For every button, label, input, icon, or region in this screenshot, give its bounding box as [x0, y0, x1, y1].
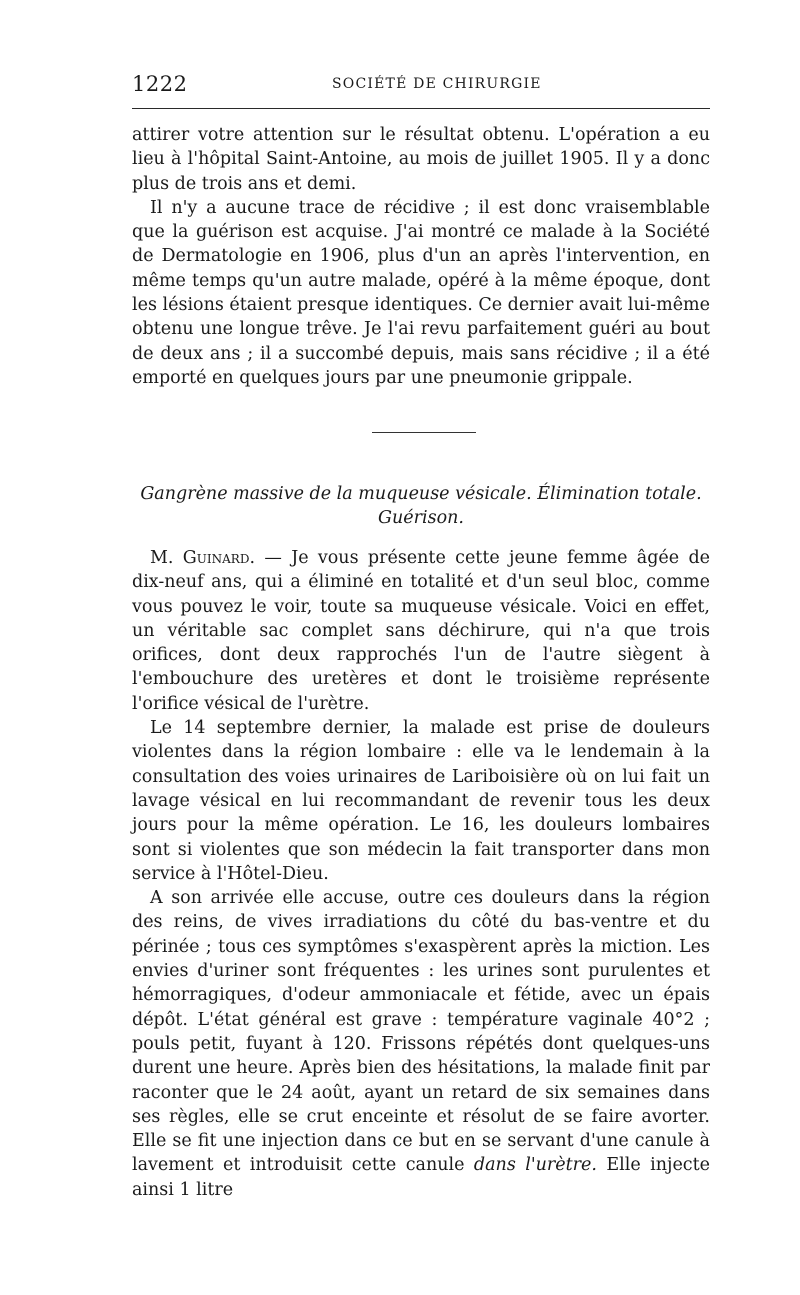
section-title-line2: Guérison. — [378, 508, 464, 529]
page-number: 1222 — [132, 72, 188, 96]
paragraph-arrival-end: Elle injecte ainsi 1 litre — [132, 1155, 710, 1200]
paragraph-recidive: Il n'y a aucune trace de récidive ; il est donc vraisemblable que la guérison est acquise. J'ai montré ce malade à la Société de Dermatologie en 1906, plus d'un an après l'intervention, en même temps qu'un autre malade, opéré à la même époque, dont les lésions étaient presque identiques. Ce dernier avait lui-même obtenu une longue trêve. Je l'ai revu parfaitement guéri au bout de deux ans ; il a succombé depuis, mais sans récidive ; il a été emporté en quelques jours par une pneumonie grippale. — [132, 197, 710, 388]
paragraph-history: Le 14 septembre dernier, la malade est prise de douleurs violentes dans la région lombaire : elle va le lendemain à la consultation des voies urinaires de Lariboisière où on lui fait un lavage vésical en lui recommandant de revenir tous les deux jours pour la même opération. Le 16, les douleurs lombaires sont si violentes que son médecin la fait transporter dans mon service à l'Hôtel-Dieu. — [132, 718, 710, 884]
paragraph-continuation: attirer votre attention sur le résultat obtenu. L'opération a eu lieu à l'hôpital Saint-Antoine, au mois de juillet 1905. Il y a donc plus de trois ans et demi. — [132, 125, 710, 194]
header-rule — [132, 108, 710, 109]
paragraph-presentation — [132, 546, 710, 716]
paragraph-presentation-text: — Je vous présente cette jeune femme âgée de dix-neuf ans, qui a éliminé en totalité et d'un seul bloc, comme vous pouvez le voir, toute sa muqueuse vésicale. Voici en effet, un véritable sac complet sans déchirure, qui n'a que trois orifices, dont deux rapprochés l'un de l'autre siègent à l'embouchure des uretères et dont le troisième représente l'orifice vésical de l'urètre. — [132, 548, 710, 714]
section-separator — [372, 432, 476, 433]
running-head: SOCIÉTÉ DE CHIRURGIE — [332, 76, 542, 92]
speaker-name: M. Guinard. — [150, 548, 256, 568]
paragraph-arrival-text: A son arrivée elle accuse, outre ces douleurs dans la région des reins, de vives irradiations du côté du bas-ventre et du périnée ; tous ces symptômes s'exaspèrent après la miction. Les envies d'uriner sont fréquentes : les urines sont purulentes et hémorragiques, d'odeur ammoniacale et fétide, avec un épais dépôt. L'état général est grave : température vaginale 40°2 ; pouls petit, fuyant à 120. Frissons répétés dont quelques-uns durent une heure. Après bien des hésitations, la malade finit par raconter que le 24 août, ayant un retard de six semaines dans ses règles, elle se crut enceinte et résolut de se faire avorter. Elle se fit une injection dans ce but en se servant d'une canule à lavement et introduisit cette canule — [132, 888, 710, 1176]
section-title-line1: Gangrène massive de la muqueuse vésicale. Élimination totale. — [140, 484, 702, 504]
text-block-top — [132, 123, 710, 390]
text-block-case — [132, 546, 710, 1202]
section-title — [132, 482, 710, 531]
page-header — [132, 70, 710, 100]
paragraph-arrival — [132, 886, 710, 1202]
italic-phrase: dans l'urètre. — [473, 1155, 597, 1176]
